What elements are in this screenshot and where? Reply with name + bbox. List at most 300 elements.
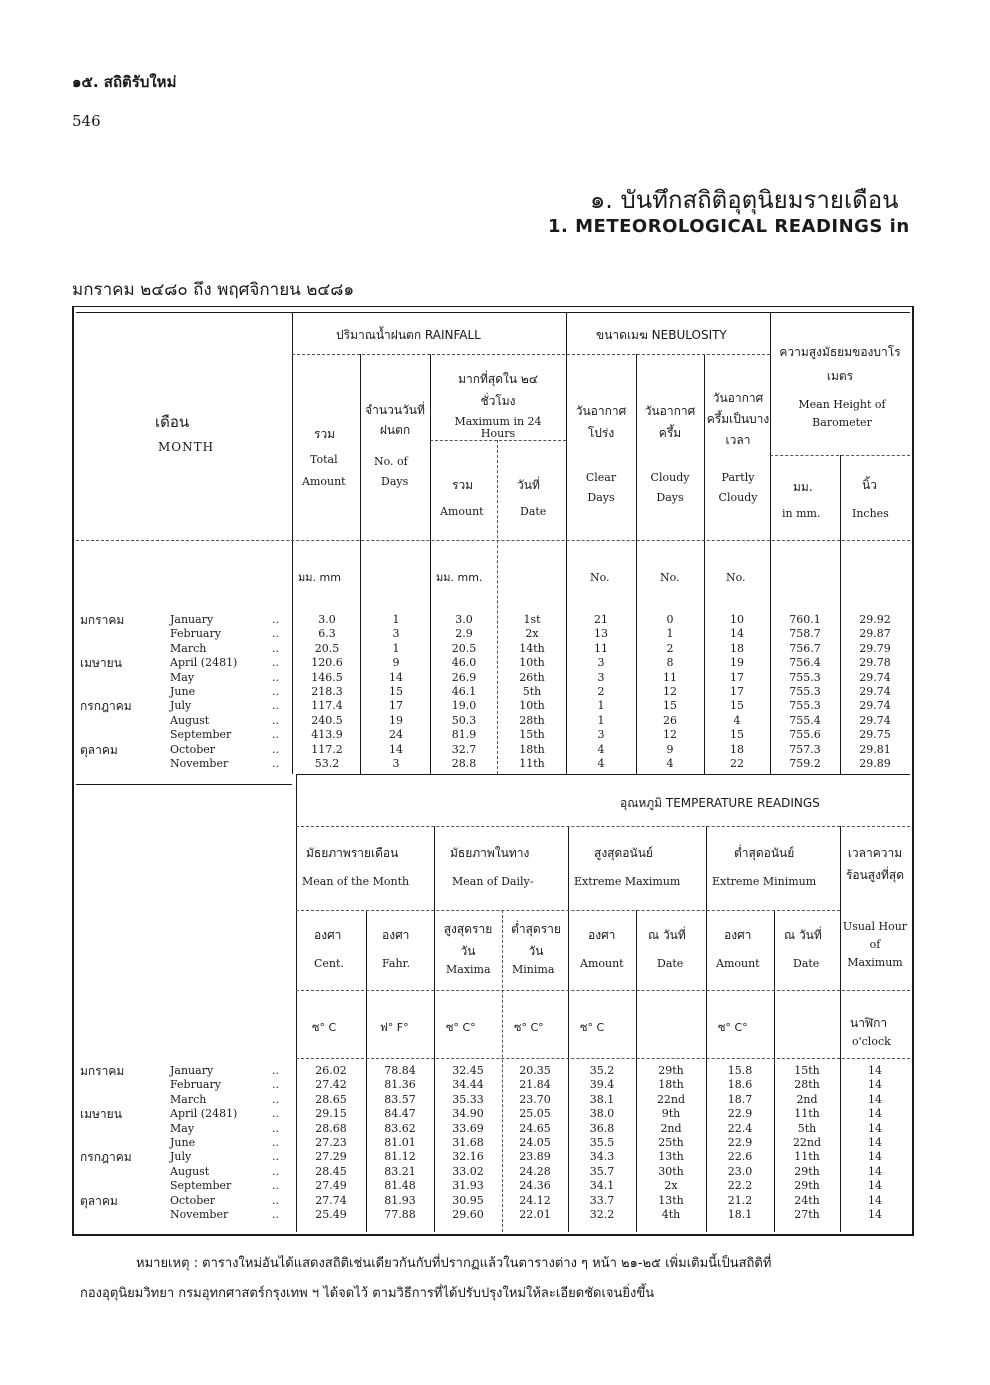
hour-max-thai: เวลาความร้อนสูงที่สุด xyxy=(845,846,905,882)
temp-row-cell: 22nd xyxy=(792,1136,822,1149)
h-rain-group xyxy=(292,354,770,355)
rain-row-cell: 8 xyxy=(666,656,674,670)
temp-row-cell: 27.49 xyxy=(315,1179,347,1193)
rain-row-cell: 117.4 xyxy=(311,699,343,713)
rain-row-cell: 81.9 xyxy=(451,728,477,742)
rain-row-cell: 50.3 xyxy=(451,713,477,727)
rain-row-cell: 18th xyxy=(519,742,545,756)
rain-row-month-thai: ตุลาคม xyxy=(80,742,118,757)
rain-row-month-english: September xyxy=(170,728,232,742)
temp-row-cell: 22.9 xyxy=(727,1107,753,1121)
temp-row-cell: 24.12 xyxy=(519,1193,551,1207)
rain-row-cell: 29.74 xyxy=(859,685,891,698)
rain-unit-max: มม. mm. xyxy=(436,571,483,584)
temp-row-cell: 24.65 xyxy=(519,1121,551,1135)
temp-row-cell: 27th xyxy=(794,1208,820,1221)
rain-row-leader-dots: .. xyxy=(272,613,279,626)
rain-row-cell: 1 xyxy=(392,641,400,655)
rain-row-cell: 760.1 xyxy=(789,613,821,626)
v-temp-meanmonth xyxy=(434,826,435,1232)
temp-row-cell: 14 xyxy=(868,1078,882,1092)
temp-row-cell: 29th xyxy=(794,1179,820,1193)
v-rain-date xyxy=(497,440,499,774)
temp-row-leader-dots: .. xyxy=(272,1092,279,1106)
extmin-date-thai: ณ วันที่ xyxy=(784,928,822,942)
neb-unit-clear: No. xyxy=(590,571,610,584)
rain-row-cell: 755.3 xyxy=(789,685,821,698)
rain-row-cell: 11th xyxy=(519,757,545,770)
rain-row-cell: 1 xyxy=(597,713,605,727)
temp-row-cell: 81.36 xyxy=(384,1078,416,1092)
rain-row-cell: 3 xyxy=(597,656,605,670)
rain-row-cell: 0 xyxy=(666,613,674,626)
rain-date-thai: วันที่ xyxy=(517,478,540,492)
temp-row-cell: 84.47 xyxy=(384,1107,416,1121)
rain-row-cell: 5th xyxy=(522,685,542,698)
temp-row-month-thai: มกราคม xyxy=(80,1064,125,1078)
temp-row-cell: 29th xyxy=(794,1164,820,1178)
temp-row-month-english: March xyxy=(170,1092,207,1106)
temp-row-month-english: February xyxy=(170,1078,221,1092)
temp-row-cell: 13th xyxy=(658,1150,684,1164)
temp-row-cell: 78.84 xyxy=(384,1064,416,1077)
v-temp-extmax xyxy=(706,826,707,1232)
unit-extmax: ซ° C xyxy=(580,1021,605,1034)
temp-row-cell: 38.0 xyxy=(589,1107,615,1121)
mean-month-thai: มัธยภาพรายเดือน xyxy=(306,846,399,860)
temp-row-cell: 22.01 xyxy=(519,1208,551,1221)
rain-row-leader-dots: .. xyxy=(272,713,279,727)
rain-unit-total: มม. mm xyxy=(298,571,341,584)
rain-row-cell: 755.4 xyxy=(789,713,821,727)
v-temp-extmin-amt xyxy=(774,910,775,1232)
h-rain-max xyxy=(430,440,566,441)
rain-row-cell: 10 xyxy=(730,613,744,626)
rain-row-cell: 17 xyxy=(730,670,744,684)
rain-row-cell: 1 xyxy=(597,699,605,713)
temp-row-leader-dots: .. xyxy=(272,1179,279,1193)
rain-row-cell: 12 xyxy=(663,728,677,742)
mean-daily-en: Mean of Daily- xyxy=(452,875,534,888)
temp-row-month-english: July xyxy=(170,1150,192,1164)
rain-days-thai: จำนวนวันที่ฝนตก xyxy=(365,403,425,437)
rain-row-cell: 18 xyxy=(730,641,744,655)
rain-row-month-english: March xyxy=(170,641,207,655)
rain-row-cell: 3 xyxy=(597,670,605,684)
rain-row-cell: 20.5 xyxy=(314,641,340,655)
temp-row-month-thai: ตุลาคม xyxy=(80,1193,118,1208)
temp-row-month-english: August xyxy=(170,1164,210,1178)
rain-row-cell: 4 xyxy=(733,713,741,727)
temp-row-cell: 2nd xyxy=(660,1121,682,1135)
rain-row-cell: 29.75 xyxy=(859,728,891,742)
baro-mm-en: in mm. xyxy=(782,507,821,520)
v-temp-start xyxy=(296,774,297,1232)
temp-row-cell: 14 xyxy=(868,1179,882,1193)
frame-inner-top xyxy=(76,312,910,313)
temp-row-cell: 34.3 xyxy=(589,1150,615,1164)
v-temp-meandaily xyxy=(568,826,569,1232)
temp-row-cell: 32.16 xyxy=(452,1150,484,1164)
temp-row-cell: 22.6 xyxy=(727,1150,753,1164)
minima-thai: ต่ำสุดรายวัน xyxy=(511,922,561,958)
ext-min-thai: ต่ำสุดอนันย์ xyxy=(734,846,795,860)
temp-row-cell: 28th xyxy=(794,1078,820,1092)
v-rain-start xyxy=(292,312,293,774)
temp-row-cell: 35.7 xyxy=(589,1164,615,1178)
rain-max-en: Maximum in 24 Hours xyxy=(454,415,542,440)
rain-row-cell: 218.3 xyxy=(311,685,343,698)
temp-row-cell: 28.65 xyxy=(315,1092,347,1106)
rain-row-cell: 24 xyxy=(389,728,403,742)
rain-row-cell: 6.3 xyxy=(318,627,336,641)
temp-row-cell: 24th xyxy=(794,1193,820,1207)
temp-row-cell: 14 xyxy=(868,1150,882,1164)
temp-row-cell: 31.68 xyxy=(452,1136,484,1149)
temp-row-cell: 28.68 xyxy=(315,1121,347,1135)
cent-en: Cent. xyxy=(314,957,344,970)
temp-row-cell: 81.48 xyxy=(384,1179,416,1193)
rain-row-cell: 413.9 xyxy=(311,728,343,742)
temp-row-cell: 31.93 xyxy=(452,1179,484,1193)
rain-row-month-english: July xyxy=(170,699,192,713)
temp-row-leader-dots: .. xyxy=(272,1193,279,1207)
rain-row-cell: 15th xyxy=(519,728,545,742)
temp-row-cell: 81.01 xyxy=(384,1136,416,1149)
rain-row-month-english: April (2481) xyxy=(170,656,238,670)
period-thai: มกราคม ๒๔๘๐ ถึง พฤศจิกายน ๒๔๘๑ xyxy=(72,280,355,300)
rain-row-cell: 46.0 xyxy=(451,656,477,670)
temp-row-cell: 27.42 xyxy=(315,1078,347,1092)
h-left-bottom xyxy=(76,784,292,785)
rain-row-cell: 19 xyxy=(730,656,744,670)
rain-row-cell: 29.87 xyxy=(859,627,891,641)
page-number: 546 xyxy=(72,112,101,130)
temp-row-cell: 22.9 xyxy=(727,1136,753,1149)
rain-row-cell: 15 xyxy=(389,685,403,698)
rain-row-cell: 26th xyxy=(519,670,545,684)
temp-row-month-english: October xyxy=(170,1193,216,1207)
rain-row-cell: 3.0 xyxy=(318,613,336,626)
rain-row-leader-dots: .. xyxy=(272,728,279,742)
rain-row-cell: 15 xyxy=(730,728,744,742)
rain-row-month-thai: เมษายน xyxy=(80,656,122,671)
rain-row-cell: 15 xyxy=(663,699,677,713)
temp-row-cell: 18.7 xyxy=(727,1092,753,1106)
temp-row-cell: 39.4 xyxy=(589,1078,615,1092)
temp-row-cell: 83.57 xyxy=(384,1092,416,1106)
rain-total-thai: รวม xyxy=(314,427,336,441)
rain-amount-en: Amount xyxy=(440,505,484,518)
temp-row-cell: 27.23 xyxy=(315,1136,347,1149)
neb-partly-thai: วันอากาศครึ้มเป็นบางเวลา xyxy=(706,391,770,447)
temp-row-leader-dots: .. xyxy=(272,1107,279,1121)
mean-daily-thai: มัธยภาพในทาง xyxy=(450,846,530,860)
temp-row-leader-dots: .. xyxy=(272,1064,279,1077)
temp-row-cell: 14 xyxy=(868,1064,882,1077)
temp-row-month-english: September xyxy=(170,1179,232,1193)
temp-row-cell: 24.28 xyxy=(519,1164,551,1178)
rain-row-cell: 3.0 xyxy=(455,613,473,626)
rain-row-cell: 4 xyxy=(597,742,605,756)
temp-row-leader-dots: .. xyxy=(272,1150,279,1164)
temp-row-cell: 35.33 xyxy=(452,1092,484,1106)
temp-row-month-thai: กรกฎาคม xyxy=(80,1150,132,1165)
temp-row-cell: 33.7 xyxy=(589,1193,615,1207)
temp-row-cell: 81.12 xyxy=(384,1150,416,1164)
temp-row-cell: 32.2 xyxy=(589,1208,615,1221)
fahr-thai: องศา xyxy=(382,928,410,942)
temp-row-cell: 24.36 xyxy=(519,1179,551,1193)
rain-row-cell: 759.2 xyxy=(789,757,821,770)
extmax-amount-en: Amount xyxy=(580,957,624,970)
temp-row-cell: 5th xyxy=(797,1121,817,1135)
temp-row-cell: 2nd xyxy=(796,1092,818,1106)
rain-row-cell: 1st xyxy=(523,613,541,626)
rain-total-en1: Total xyxy=(310,453,338,466)
temp-row-cell: 33.02 xyxy=(452,1164,484,1178)
rain-row-leader-dots: .. xyxy=(272,757,279,770)
temp-row-cell: 34.44 xyxy=(452,1078,484,1092)
rain-row-cell: 3 xyxy=(392,757,400,770)
rain-row-leader-dots: .. xyxy=(272,656,279,670)
h-units xyxy=(76,540,910,541)
rain-row-cell: 29.74 xyxy=(859,713,891,727)
rain-row-cell: 11 xyxy=(594,641,608,655)
temp-row-cell: 22nd xyxy=(656,1092,686,1106)
temp-row-cell: 34.1 xyxy=(589,1179,615,1193)
maxima-thai: สูงสุดรายวัน xyxy=(443,922,493,958)
rain-row-cell: 29.81 xyxy=(859,742,891,756)
rain-row-cell: 14 xyxy=(730,627,744,641)
h-upper-bottom xyxy=(296,774,910,775)
rain-row-cell: 240.5 xyxy=(311,713,343,727)
rain-row-cell: 29.74 xyxy=(859,699,891,713)
temp-row-cell: 14 xyxy=(868,1107,882,1121)
unit-extmin: ซ° C° xyxy=(718,1021,748,1034)
minima-en: Minima xyxy=(512,963,555,976)
neb-unit-partly: No. xyxy=(726,571,746,584)
barometer-en: Mean Height of Barometer xyxy=(798,398,886,429)
rain-row-cell: 53.2 xyxy=(314,757,340,770)
rain-row-leader-dots: .. xyxy=(272,699,279,713)
neb-cloudy-en: Cloudy Days xyxy=(650,471,690,504)
rain-max-thai: มากที่สุดใน ๒๔ ชั่วโมง xyxy=(458,372,538,408)
temp-row-cell: 15th xyxy=(794,1064,820,1077)
rain-row-cell: 13 xyxy=(594,627,608,641)
rain-row-cell: 14 xyxy=(389,742,403,756)
neb-partly-en: Partly Cloudy xyxy=(718,471,758,504)
rain-row-cell: 10th xyxy=(519,699,545,713)
temp-row-cell: 26.02 xyxy=(315,1064,347,1077)
rain-row-cell: 755.6 xyxy=(789,728,821,742)
rain-row-cell: 19.0 xyxy=(451,699,477,713)
rain-row-month-english: May xyxy=(170,670,195,684)
temp-row-cell: 83.62 xyxy=(384,1121,416,1135)
rain-row-leader-dots: .. xyxy=(272,670,279,684)
fahr-en: Fahr. xyxy=(382,957,411,970)
temp-row-cell: 38.1 xyxy=(589,1092,615,1106)
rain-row-cell: 3 xyxy=(392,627,400,641)
temp-row-cell: 29.15 xyxy=(315,1107,347,1121)
unit-fahr: ฟ° F° xyxy=(380,1021,409,1034)
rain-row-cell: 756.4 xyxy=(789,656,821,670)
rain-row-cell: 14 xyxy=(389,670,403,684)
temp-row-cell: 14 xyxy=(868,1164,882,1178)
rain-row-month-english: November xyxy=(170,757,229,770)
temp-row-month-english: November xyxy=(170,1208,229,1221)
rain-row-cell: 21 xyxy=(594,613,608,626)
temp-row-cell: 23.89 xyxy=(519,1150,551,1164)
rain-row-month-thai: มกราคม xyxy=(80,613,125,627)
temp-row-cell: 36.8 xyxy=(589,1121,615,1135)
temp-row-cell: 14 xyxy=(868,1092,882,1106)
v-neb-cloudy xyxy=(704,354,705,774)
temp-row-cell: 14 xyxy=(868,1193,882,1207)
v-neb-start xyxy=(566,312,567,774)
unit-cent: ซ° C xyxy=(312,1021,337,1034)
section-heading: ๑๕. สถิติรับใหม่ xyxy=(72,73,177,91)
rain-row-cell: 10th xyxy=(519,656,545,670)
rain-row-cell: 4 xyxy=(597,757,605,770)
temp-row-cell: 25th xyxy=(658,1136,684,1149)
v-temp-cent xyxy=(366,910,367,1232)
temp-row-cell: 14 xyxy=(868,1121,882,1135)
v-baro-start xyxy=(770,312,771,774)
ext-max-thai: สูงสุดอนันย์ xyxy=(594,846,653,860)
temp-row-cell: 22.4 xyxy=(727,1121,753,1135)
h-temp-units xyxy=(296,990,910,991)
extmax-date-thai: ณ วันที่ xyxy=(648,928,686,942)
unit-maxima: ซ° C° xyxy=(446,1021,476,1034)
rain-row-cell: 29.89 xyxy=(859,757,891,770)
rain-row-cell: 17 xyxy=(730,685,744,698)
temp-row-cell: 35.5 xyxy=(589,1136,615,1149)
rain-days-en2: Days xyxy=(381,475,409,488)
temp-row-cell: 11th xyxy=(794,1107,820,1121)
rain-row-month-english: June xyxy=(170,685,196,698)
rain-date-en: Date xyxy=(520,505,547,518)
footnote-line-1: หมายเหตุ : ตารางใหม่อันได้แสดงสถิติเช่นเดียวกันกับที่ปรากฏแล้วในตารางต่าง ๆ หน้า ๒๑-๒๕ เพิ่มเติมนี้เป็นสถิติที่ xyxy=(136,1256,772,1271)
neb-unit-cloudy: No. xyxy=(660,571,680,584)
temp-row-leader-dots: .. xyxy=(272,1164,279,1178)
v-temp-extmin xyxy=(840,826,841,1232)
temp-row-cell: 4th xyxy=(661,1208,681,1221)
rain-row-cell: 26.9 xyxy=(451,670,477,684)
rain-row-cell: 2.9 xyxy=(455,627,473,641)
nebulosity-group-label: ขนาดเมฆ NEBULOSITY xyxy=(596,328,727,342)
rain-row-cell: 29.78 xyxy=(859,656,891,670)
rain-row-leader-dots: .. xyxy=(272,685,279,698)
rain-row-cell: 12 xyxy=(663,685,677,698)
temp-row-cell: 18.6 xyxy=(727,1078,753,1092)
rain-row-cell: 29.79 xyxy=(859,641,891,655)
h-baro-sub xyxy=(770,455,910,456)
rain-row-cell: 26 xyxy=(663,713,677,727)
ext-max-en: Extreme Maximum xyxy=(574,875,681,888)
unit-hour-en: o'clock xyxy=(852,1035,891,1048)
temp-row-leader-dots: .. xyxy=(272,1136,279,1149)
temp-row-cell: 25.49 xyxy=(315,1208,347,1221)
temp-row-cell: 77.88 xyxy=(384,1208,416,1221)
rain-row-cell: 756.7 xyxy=(789,641,821,655)
title-thai: ๑. บันทึกสถิติอุตุนิยมรายเดือน xyxy=(590,186,899,214)
temp-row-cell: 18.1 xyxy=(727,1208,753,1221)
temp-row-leader-dots: .. xyxy=(272,1121,279,1135)
rain-row-month-english: January xyxy=(170,613,214,626)
rain-row-cell: 29.92 xyxy=(859,613,891,626)
temp-row-cell: 20.35 xyxy=(519,1064,551,1077)
h-temp-group xyxy=(296,826,910,827)
hour-max-en: Usual Hour of Maximum xyxy=(842,920,908,969)
ext-min-en: Extreme Minimum xyxy=(712,875,817,888)
month-header-thai: เดือน xyxy=(155,413,190,431)
temp-row-month-thai: เมษายน xyxy=(80,1107,122,1122)
rain-row-cell: 28th xyxy=(519,713,545,727)
unit-hour-thai: นาฬิกา xyxy=(850,1016,888,1030)
temp-row-leader-dots: .. xyxy=(272,1078,279,1092)
neb-clear-thai: วันอากาศโปร่ง xyxy=(575,404,627,440)
temp-row-cell: 30.95 xyxy=(452,1193,484,1207)
temp-row-cell: 21.2 xyxy=(727,1193,753,1207)
h-temp-unit-bottom xyxy=(296,1058,910,1059)
temp-row-cell: 22.2 xyxy=(727,1179,753,1193)
rain-row-cell: 1 xyxy=(666,627,674,641)
cent-thai: องศา xyxy=(314,928,342,942)
v-rain-days xyxy=(430,354,431,774)
rain-row-cell: 9 xyxy=(666,742,674,756)
rain-row-cell: 14th xyxy=(519,641,545,655)
rain-row-cell: 755.3 xyxy=(789,699,821,713)
temp-row-cell: 18th xyxy=(658,1078,684,1092)
rain-row-cell: 1 xyxy=(392,613,400,626)
rain-row-cell: 2 xyxy=(597,685,605,698)
temp-row-cell: 14 xyxy=(868,1208,882,1221)
rain-row-cell: 11 xyxy=(663,670,677,684)
temp-row-cell: 34.90 xyxy=(452,1107,484,1121)
rain-row-month-english: October xyxy=(170,742,216,756)
temp-row-month-english: May xyxy=(170,1121,195,1135)
footnote-line-2: กองอุตุนิยมวิทยา กรมอุทกศาสตร์กรุงเทพ ฯ ได้จดไว้ ตามวิธีการที่ได้ปรับปรุงใหม่ให้ละเอียดชัดเจนยิ่งขึ้น xyxy=(80,1286,655,1301)
rain-row-cell: 757.3 xyxy=(789,742,821,756)
temp-row-month-english: January xyxy=(170,1064,214,1077)
rain-row-month-thai: กรกฎาคม xyxy=(80,699,132,714)
rain-row-cell: 46.1 xyxy=(451,685,477,698)
neb-cloudy-thai: วันอากาศครึ้ม xyxy=(644,404,696,440)
rain-total-en2: Amount xyxy=(302,475,346,488)
rain-row-cell: 18 xyxy=(730,742,744,756)
rain-amount-thai: รวม xyxy=(452,478,474,492)
rain-row-cell: 758.7 xyxy=(789,627,821,641)
extmax-date-en: Date xyxy=(657,957,684,970)
temperature-group-label: อุณหภูมิ TEMPERATURE READINGS xyxy=(620,796,820,810)
extmin-amount-en: Amount xyxy=(716,957,760,970)
temp-row-cell: 25.05 xyxy=(519,1107,551,1121)
temp-row-cell: 13th xyxy=(658,1193,684,1207)
mean-month-en: Mean of the Month xyxy=(302,875,410,888)
rain-row-cell: 19 xyxy=(389,713,403,727)
temp-row-cell: 14 xyxy=(868,1136,882,1149)
rain-row-cell: 20.5 xyxy=(451,641,477,655)
temp-row-cell: 2x xyxy=(664,1179,678,1193)
temp-row-cell: 30th xyxy=(658,1164,684,1178)
rain-row-cell: 22 xyxy=(730,757,744,770)
temp-row-month-english: April (2481) xyxy=(170,1107,238,1121)
barometer-thai: ความสูงมัธยมของบาโรเมตร xyxy=(779,345,901,383)
neb-clear-en: Clear Days xyxy=(585,471,617,504)
temp-row-cell: 81.93 xyxy=(384,1193,416,1207)
title-english: 1. METEOROLOGICAL READINGS in xyxy=(548,216,910,237)
